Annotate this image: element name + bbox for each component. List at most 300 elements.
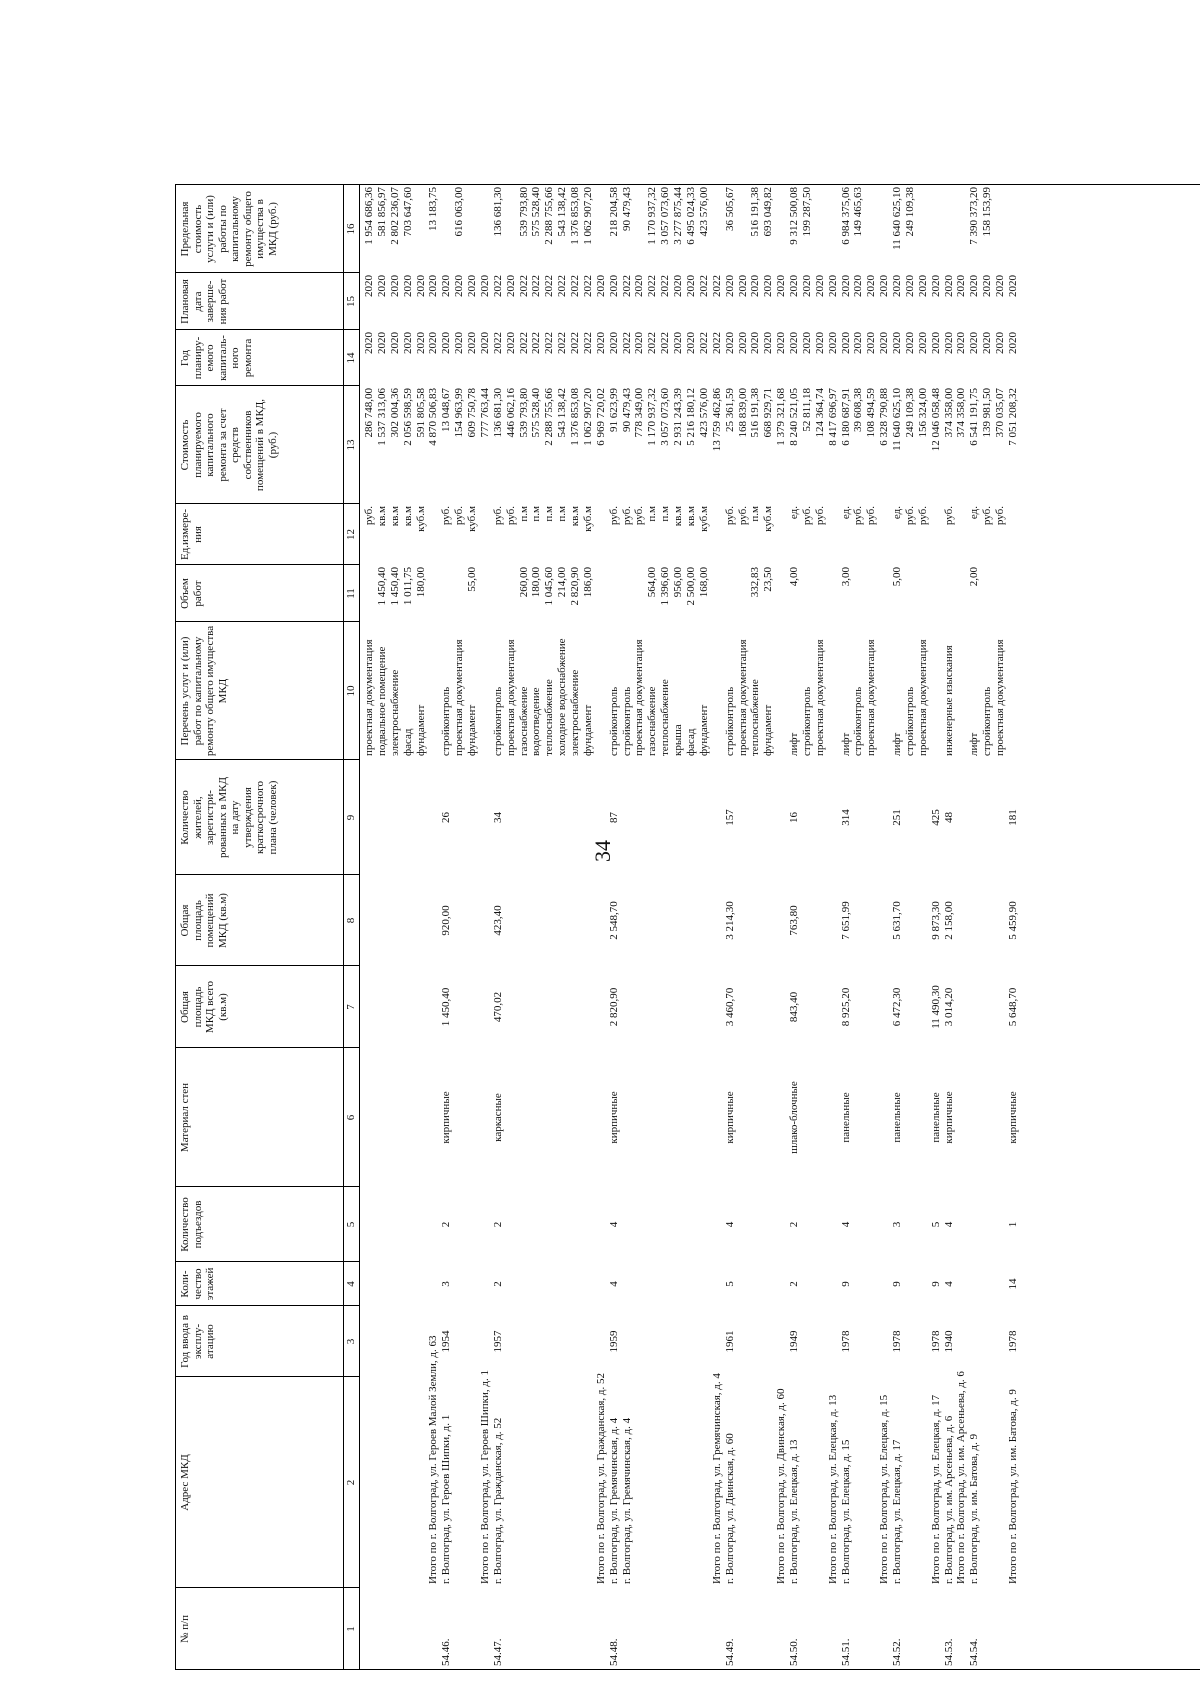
cell-unit: кв.м [375, 506, 388, 527]
cell-unit: руб. [942, 506, 955, 526]
column-rule [175, 564, 359, 565]
cell-no: 54.48. [607, 1638, 620, 1666]
cell-cost: 2 056 598,59 [401, 388, 414, 446]
cell-cost: 8 240 521,05 [788, 388, 801, 446]
column-header: Общая площадь помещений МКД (кв.м) [179, 893, 229, 948]
cell-work: теплоснабжение [749, 679, 762, 756]
cell-address: г. Волгоград, ул. Гражданская, д. 52 [491, 1417, 504, 1584]
cell-work: проектная документация [504, 639, 517, 756]
cell-year: 2020 [865, 332, 878, 354]
column-rule [175, 1047, 359, 1048]
cell-material: кирпичные [723, 1091, 736, 1144]
cell-year: 2020 [891, 332, 904, 354]
cell-address: Итого по г. Волгоград, ул. Елецкая, д. 15 [878, 1394, 891, 1584]
cell-due: 2020 [826, 275, 839, 297]
cell-due: 2020 [607, 275, 620, 297]
cell-floors: 9 [929, 1281, 942, 1287]
column-rule [175, 385, 359, 386]
cell-due: 2020 [363, 275, 375, 297]
column-number: 9 [345, 814, 357, 821]
cell-cost: 3 057 073,60 [659, 388, 672, 446]
cell-due: 2020 [440, 275, 453, 297]
cell-due: 2020 [723, 275, 736, 297]
cell-work: лифт [891, 732, 904, 756]
cell-due: 2022 [543, 275, 556, 297]
column-header: Плановая дата заверше- ния работ [179, 278, 229, 325]
cell-address: Итого по г. Волгоград, ул. Героев Малой Земли, д. 63 [427, 1335, 440, 1584]
column-number: 4 [345, 1281, 357, 1287]
column-header: Общая площадь МКД всего (кв.м) [179, 980, 229, 1034]
column-rule [175, 1261, 359, 1262]
cell-limit: 9 312 500,08 [788, 187, 801, 245]
column-rule [175, 503, 359, 504]
cell-entrances: 2 [788, 1221, 801, 1228]
cell-unit: руб. [865, 506, 878, 526]
cell-limit: 543 138,42 [556, 187, 569, 237]
cell-year: 2020 [981, 332, 994, 354]
rotated-table-page [175, 40, 1200, 1680]
cell-work: стройконтроль [903, 686, 916, 756]
column-header: Адрес МКД [179, 1454, 191, 1511]
column-rule [175, 272, 359, 273]
cell-floors: 3 [440, 1281, 453, 1287]
cell-unit: кв.м [672, 506, 685, 527]
cell-material: кирпичные [440, 1091, 453, 1144]
cell-entrances: 2 [491, 1221, 504, 1228]
cell-volume: 260,00 [517, 567, 530, 598]
cell-due: 2020 [594, 275, 607, 297]
cell-work: проектная документация [453, 639, 466, 756]
cell-work: лифт [788, 732, 801, 756]
cell-limit: 90 479,43 [620, 187, 633, 231]
cell-work: проектная документация [994, 639, 1007, 756]
cell-floors: 9 [839, 1281, 852, 1287]
cell-due: 2020 [839, 275, 852, 297]
column-rule [175, 759, 359, 760]
cell-cost: 124 364,74 [813, 388, 826, 438]
cell-residents: 314 [839, 809, 852, 826]
cell-cost: 1 062 907,20 [581, 388, 594, 446]
cell-year: 2020 [749, 332, 762, 354]
cell-cost: 423 576,00 [697, 388, 710, 438]
cell-year: 2020 [942, 332, 955, 354]
cell-cost: 1 379 321,68 [775, 388, 788, 446]
cell-due: 2020 [929, 275, 942, 297]
cell-cost: 543 138,42 [556, 388, 569, 438]
cell-area-premises: 3 214,30 [723, 901, 736, 940]
cell-unit: руб. [453, 506, 466, 526]
cell-built: 1978 [839, 1330, 852, 1353]
cell-due: 2020 [453, 275, 466, 297]
cell-cost: 91 623,99 [607, 388, 620, 432]
cell-due: 2020 [813, 275, 826, 297]
column-number: 15 [345, 296, 357, 307]
cell-unit: руб. [981, 506, 994, 526]
column-number: 12 [345, 529, 357, 540]
cell-no: 54.49. [723, 1638, 736, 1666]
cell-unit: п.м [646, 506, 659, 522]
cell-address: Итого по г. Волгоград, ул. Елецкая, д. 13 [826, 1394, 839, 1584]
cell-address: Итого по г. Волгоград, ул. Елецкая, д. 17 [929, 1394, 942, 1584]
cell-year: 2020 [414, 332, 427, 354]
cell-unit: руб. [994, 506, 1007, 526]
cell-unit: п.м [659, 506, 672, 522]
cell-cost: 8 417 696,97 [826, 388, 839, 446]
column-number: 8 [345, 917, 357, 924]
cell-floors: 2 [788, 1281, 801, 1287]
cell-work: фундамент [762, 704, 775, 756]
cell-volume: 180,00 [530, 567, 543, 598]
cell-unit: п.м [517, 506, 530, 522]
cell-unit: куб.м [581, 506, 594, 532]
cell-area-premises: 5 459,90 [1007, 901, 1019, 940]
column-header: № п/п [179, 1614, 191, 1644]
cell-limit: 539 793,80 [517, 187, 530, 237]
cell-no: 54.47. [491, 1638, 504, 1666]
cell-material: кирпичные [942, 1091, 955, 1144]
cell-limit: 1 376 853,08 [569, 187, 582, 245]
cell-year: 2022 [491, 332, 504, 354]
cell-limit: 581 856,97 [375, 187, 388, 237]
cell-work: проектная документация [916, 639, 929, 756]
cell-year: 2020 [685, 332, 697, 354]
cell-work: электроснабжение [388, 669, 401, 756]
cell-unit: руб. [813, 506, 826, 526]
cell-cost: 2 931 243,39 [672, 388, 685, 446]
cell-area-total: 843,40 [788, 991, 801, 1023]
cell-residents: 16 [788, 812, 801, 823]
cell-residents: 157 [723, 809, 736, 826]
cell-unit: п.м [556, 506, 569, 522]
cell-year: 2020 [955, 332, 968, 354]
cell-due: 2020 [466, 275, 479, 297]
cell-residents: 87 [607, 812, 620, 823]
column-rule [175, 1587, 359, 1588]
cell-work: стройконтроль [800, 686, 813, 756]
cell-residents: 425 [929, 809, 942, 826]
cell-volume: 23,50 [762, 567, 775, 592]
cell-limit: 516 191,38 [749, 187, 762, 237]
cell-work: стройконтроль [723, 686, 736, 756]
cell-unit: кв.м [401, 506, 414, 527]
column-rule [175, 965, 359, 966]
cell-area-total: 5 648,70 [1007, 987, 1019, 1027]
header-rule [343, 185, 344, 1670]
cell-limit: 11 640 625,10 [891, 187, 904, 250]
cell-year: 2020 [363, 332, 375, 354]
column-number: 1 [345, 1626, 357, 1632]
cell-work: фундамент [466, 704, 479, 756]
cell-year: 2020 [427, 332, 440, 354]
cell-volume: 2 500,00 [685, 567, 697, 606]
cell-volume: 332,83 [749, 567, 762, 598]
cell-address: г. Волгоград, ул. им. Батова, д. 9 [968, 1433, 981, 1584]
cell-area-total: 2 820,90 [607, 987, 620, 1027]
cell-work: стройконтроль [491, 686, 504, 756]
cell-limit: 3 277 875,44 [672, 187, 685, 245]
cell-limit: 13 183,75 [427, 187, 440, 231]
cell-year: 2020 [375, 332, 388, 354]
column-number: 6 [345, 1114, 357, 1121]
cell-residents: 48 [942, 812, 955, 823]
cell-cost: 668 929,71 [762, 388, 775, 438]
cell-year: 2022 [530, 332, 543, 354]
cell-work: проектная документация [865, 639, 878, 756]
cell-floors: 4 [942, 1281, 955, 1287]
column-number: 2 [345, 1479, 357, 1486]
cell-volume: 4,00 [788, 567, 801, 587]
cell-due: 2020 [800, 275, 813, 297]
cell-year: 2020 [401, 332, 414, 354]
cell-work: электроснабжение [569, 669, 582, 756]
cell-built: 1949 [788, 1330, 801, 1353]
cell-limit: 1 170 937,32 [646, 187, 659, 245]
cell-material: кирпичные [607, 1091, 620, 1144]
column-header: Ед.измере- ния [179, 508, 204, 561]
cell-limit: 1 062 907,20 [581, 187, 594, 245]
cell-unit: руб. [723, 506, 736, 526]
cell-due: 2020 [788, 275, 801, 297]
cell-work: теплоснабжение [543, 679, 556, 756]
cell-work: проектная документация [736, 639, 749, 756]
cell-material: панельные [839, 1092, 852, 1143]
cell-cost: 6 969 720,02 [594, 388, 607, 446]
cell-year: 2020 [723, 332, 736, 354]
cell-address: Итого по г. Волгоград, ул. Гражданская, д. 52 [594, 1372, 607, 1584]
cell-year: 2022 [697, 332, 710, 354]
cell-work: теплоснабжение [659, 679, 672, 756]
cell-cost: 139 981,50 [981, 388, 994, 438]
cell-unit: ед. [891, 506, 904, 520]
column-number: 16 [345, 223, 357, 235]
cell-unit: руб. [800, 506, 813, 526]
cell-due: 2022 [569, 275, 582, 297]
cell-limit: 249 109,38 [903, 187, 916, 237]
cell-due: 2022 [620, 275, 633, 297]
cell-unit: руб. [633, 506, 646, 526]
cell-due: 2020 [968, 275, 981, 297]
cell-work: проектная документация [633, 639, 646, 756]
cell-year: 2022 [543, 332, 556, 354]
cell-work: стройконтроль [607, 686, 620, 756]
column-header: Количество жителей, зарегистри- рованных в МКД на дату утверждения краткосрочного плана (человек) [179, 777, 279, 858]
cell-limit: 693 049,82 [762, 187, 775, 237]
cell-work: подвальное помещение [375, 646, 388, 756]
cell-cost: 39 608,38 [852, 388, 865, 432]
cell-due: 2022 [697, 275, 710, 297]
cell-volume: 214,00 [556, 567, 569, 598]
cell-year: 2020 [916, 332, 929, 354]
cell-volume: 956,00 [672, 567, 685, 598]
cell-limit: 1 954 686,36 [363, 187, 375, 245]
cell-cost: 4 870 506,83 [427, 388, 440, 446]
cell-unit: руб. [607, 506, 620, 526]
cell-work: газоснабжение [517, 686, 530, 756]
column-header: Год планиру- емого капиталь- ного ремонта [179, 335, 254, 381]
column-header: Коли- чество этажей [179, 1267, 216, 1301]
numbers-rule [359, 185, 360, 1670]
cell-limit: 7 390 373,20 [968, 187, 981, 245]
cell-year: 2020 [800, 332, 813, 354]
cell-due: 2020 [762, 275, 775, 297]
cell-area-total: 3 460,70 [723, 987, 736, 1027]
cell-work: водоотведение [530, 687, 543, 756]
cell-cost: 90 479,43 [620, 388, 633, 432]
cell-no: 54.52. [891, 1638, 904, 1666]
cell-cost: 25 361,59 [723, 388, 736, 432]
cell-due: 2020 [736, 275, 749, 297]
cell-due: 2020 [955, 275, 968, 297]
column-header: Перечень услуг и (или) работ по капитальному ремонту общего имущества МКД [179, 625, 229, 757]
cell-cost: 778 349,00 [633, 388, 646, 438]
cell-due: 2020 [633, 275, 646, 297]
cell-cost: 13 048,67 [440, 388, 453, 432]
cell-residents: 251 [891, 809, 904, 826]
cell-material: панельные [891, 1092, 904, 1143]
cell-due: 2020 [388, 275, 401, 297]
cell-cost: 108 494,59 [865, 388, 878, 438]
cell-year: 2020 [839, 332, 852, 354]
cell-volume: 1 045,60 [543, 567, 556, 606]
cell-year: 2020 [788, 332, 801, 354]
cell-volume: 168,00 [697, 567, 710, 598]
cell-unit: ед. [839, 506, 852, 520]
cell-volume: 3,00 [839, 567, 852, 587]
cell-work: газоснабжение [646, 686, 659, 756]
column-header: Количество подъездов [179, 1197, 204, 1252]
cell-built: 1957 [491, 1330, 504, 1353]
cell-year: 2020 [878, 332, 891, 354]
cell-limit: 616 063,00 [453, 187, 466, 237]
cell-volume: 564,00 [646, 567, 659, 598]
cell-cost: 6 541 191,75 [968, 388, 981, 446]
cell-unit: п.м [543, 506, 556, 522]
page-number: 34 [590, 840, 615, 862]
column-number: 3 [345, 1338, 357, 1345]
cell-built: 1961 [723, 1330, 736, 1353]
cell-due: 2022 [710, 275, 723, 297]
cell-material: панельные [929, 1092, 942, 1143]
cell-built: 1940 [942, 1330, 955, 1353]
cell-cost: 154 963,99 [453, 388, 466, 438]
cell-no: 54.46. [440, 1638, 453, 1666]
cell-cost: 446 062,16 [504, 388, 517, 438]
cell-cost: 1 170 937,32 [646, 388, 659, 446]
cell-cost: 374 358,00 [955, 388, 968, 438]
cell-due: 2022 [646, 275, 659, 297]
cell-floors: 4 [607, 1281, 620, 1287]
cell-address: Итого по г. Волгоград, ул. Гремячинская, д. 4 [710, 1373, 723, 1584]
cell-address: Итого по г. Волгоград, ул. Героев Шипки, д. 1 [478, 1370, 491, 1584]
column-number: 14 [345, 352, 357, 364]
cell-due: 2020 [916, 275, 929, 297]
cell-work: лифт [839, 732, 852, 756]
cell-due: 2022 [517, 275, 530, 297]
cell-year: 2022 [710, 332, 723, 354]
cell-year: 2020 [929, 332, 942, 354]
cell-entrances: 4 [723, 1221, 736, 1228]
cell-entrances: 4 [839, 1221, 852, 1228]
cell-limit: 703 647,60 [401, 187, 414, 237]
cell-cost: 286 748,00 [363, 388, 375, 438]
cell-entrances: 3 [891, 1221, 904, 1228]
cell-work: стройконтроль [852, 686, 865, 756]
cell-cost: 168 839,00 [736, 388, 749, 438]
cell-residents: 26 [440, 812, 453, 823]
cell-residents: 34 [491, 812, 504, 823]
cell-work: стройконтроль [981, 686, 994, 756]
cell-cost: 13 759 462,86 [710, 388, 723, 452]
cell-due: 2020 [672, 275, 685, 297]
column-rule [175, 1669, 1200, 1670]
cell-address: г. Волгоград, ул. Гремячинская, д. 4 [607, 1417, 620, 1584]
cell-due: 2020 [685, 275, 697, 297]
cell-work: холодное водоснабжение [556, 638, 569, 756]
cell-limit: 136 681,30 [491, 187, 504, 237]
cell-unit: п.м [749, 506, 762, 522]
cell-address: г. Волгоград, ул. Героев Шипки, д. 1 [440, 1414, 453, 1584]
column-rule [175, 329, 359, 330]
cell-work: фундамент [697, 704, 710, 756]
cell-unit: руб. [440, 506, 453, 526]
cell-address: г. Волгоград, ул. им. Арсеньева, д. 6 [942, 1415, 955, 1584]
cell-work: стройконтроль [440, 686, 453, 756]
cell-due: 2020 [427, 275, 440, 297]
cell-no: 54.53. [942, 1638, 955, 1666]
column-number: 10 [345, 685, 357, 697]
cell-limit: 6 984 375,06 [839, 187, 852, 245]
cell-unit: руб. [363, 506, 375, 526]
cell-due: 2020 [981, 275, 994, 297]
cell-year: 2020 [453, 332, 466, 354]
cell-area-total: 11 490,30 [929, 985, 942, 1029]
column-rule [175, 1376, 359, 1377]
cell-year: 2020 [504, 332, 517, 354]
cell-year: 2020 [826, 332, 839, 354]
cell-limit: 36 505,67 [723, 187, 736, 231]
cell-year: 2020 [594, 332, 607, 354]
cell-cost: 591 805,58 [414, 388, 427, 438]
cell-year: 2020 [388, 332, 401, 354]
cell-built: 1978 [929, 1330, 942, 1353]
cell-year: 2020 [762, 332, 775, 354]
cell-cost: 575 528,40 [530, 388, 543, 438]
column-rule [175, 1305, 359, 1306]
cell-due: 2022 [491, 275, 504, 297]
cell-cost: 11 640 625,10 [891, 388, 904, 451]
cell-unit: руб. [504, 506, 517, 526]
cell-due: 2022 [581, 275, 594, 297]
column-rule [175, 1186, 359, 1187]
cell-year: 2020 [1007, 332, 1019, 354]
cell-work: лифт [968, 732, 981, 756]
cell-year: 2020 [852, 332, 865, 354]
cell-area-total: 6 472,30 [891, 987, 904, 1027]
cell-due: 2022 [556, 275, 569, 297]
cell-unit: руб. [903, 506, 916, 526]
cell-address: Итого по г. Волгоград, ул. им. Арсеньева, д. 6 [955, 1371, 968, 1584]
cell-year: 2020 [478, 332, 491, 354]
cell-year: 2020 [736, 332, 749, 354]
cell-cost: 777 763,44 [478, 388, 491, 438]
cell-address: г. Волгоград, ул. Гремячинская, д. 4 [620, 1417, 633, 1584]
cell-area-premises: 920,00 [440, 905, 453, 936]
cell-address: г. Волгоград, ул. Елецкая, д. 13 [788, 1439, 801, 1584]
cell-unit: п.м [530, 506, 543, 522]
cell-due: 2020 [478, 275, 491, 297]
cell-area-premises: 763,80 [788, 905, 801, 936]
cell-cost: 136 681,30 [491, 388, 504, 438]
